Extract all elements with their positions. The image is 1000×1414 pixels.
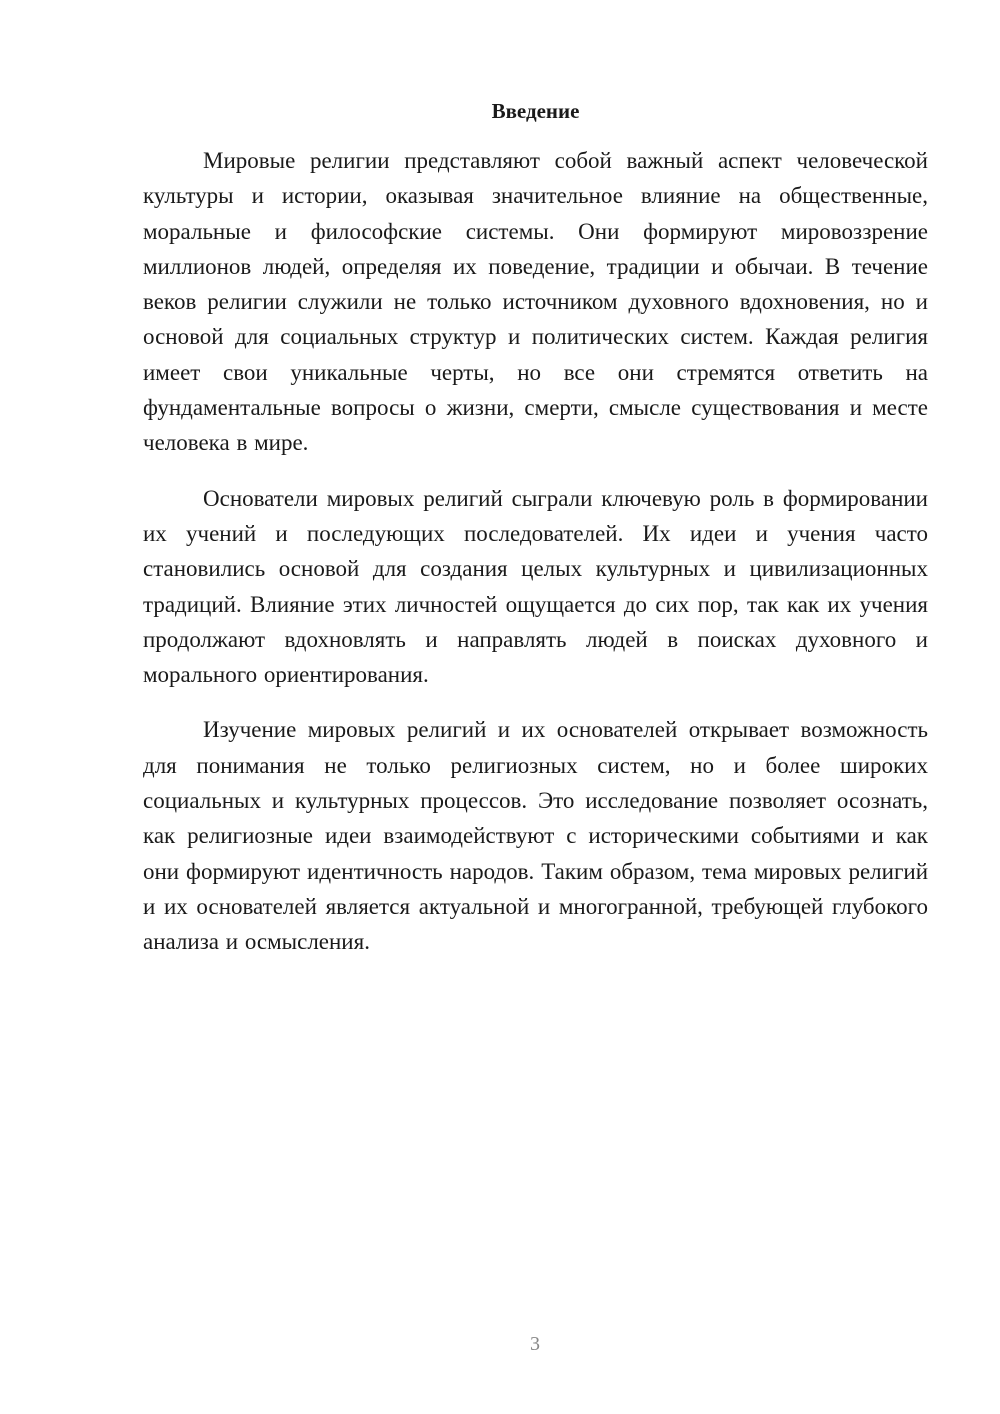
paragraph-2: Основатели мировых религий сыграли ключевую роль в формировании их учений и последующих последователей. Их идеи и учения часто становились основой для создания целых культурных и цивилизационных традиций. Влияние этих личностей ощущается до сих пор, так как их учения продолжают вдохновлять и направлять людей в поисках духовного и морального ориентирования. — [143, 485, 928, 688]
page-number: 3 — [530, 1333, 540, 1355]
paragraph-1: Мировые религии представляют собой важный аспект человеческой культуры и истории, оказывая значительное влияние на общественные, моральные и философские системы. Они формируют мировоззрение миллионов людей, определяя их поведение, традиции и обычаи. В течение веков религии служили не только источником духовного вдохновения, но и основой для социальных структур и политических систем. Каждая религия имеет свои уникальные черты, но все они стремятся ответить на фундаментальные вопросы о жизни, смерти, смысле существования и месте человека в мире. — [143, 148, 928, 456]
body-text — [143, 143, 928, 980]
paragraph-3: Изучение мировых религий и их основателей открывает возможность для понимания не только религиозных систем, но и более широких социальных и культурных процессов. Это исследование позволяет осознать, как религиозные идеи взаимодействуют с историческими событиями и как они формируют идентичность народов. Таким образом, тема мировых религий и их основателей является актуальной и многогранной, требующей глубокого анализа и осмысления. — [143, 717, 928, 955]
page-title: Введение — [491, 99, 580, 123]
